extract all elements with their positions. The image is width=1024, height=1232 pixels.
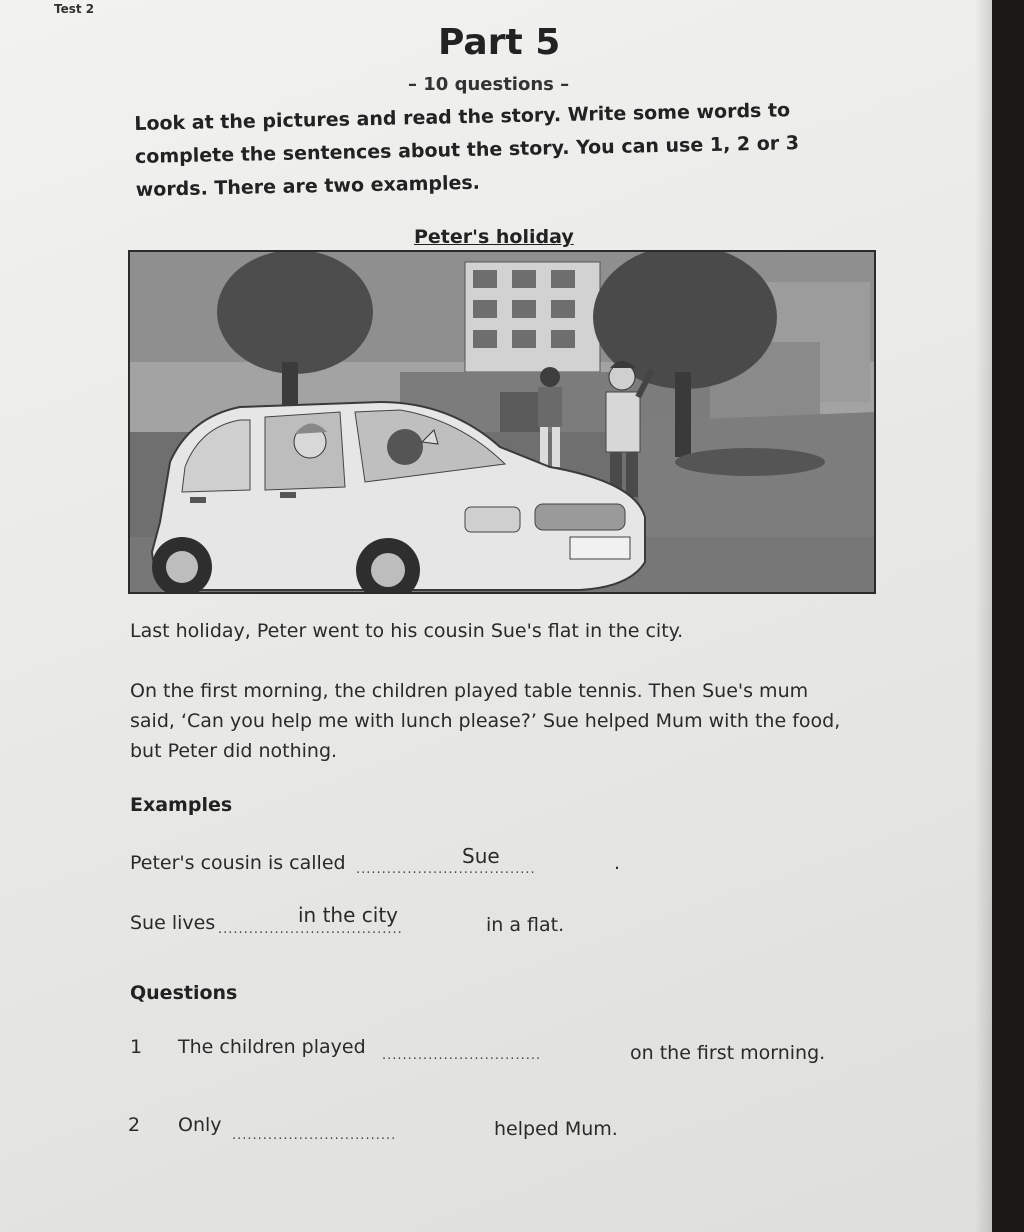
example-2-prefix: Sue lives — [130, 912, 216, 934]
question-1-answer-field[interactable]: ............................... — [382, 1048, 542, 1063]
example-1-suffix: . — [614, 852, 621, 874]
story-paragraph-2-line-3: but Peter did nothing. — [130, 740, 338, 762]
story-illustration — [128, 250, 876, 594]
question-2-answer-field[interactable]: ................................ — [232, 1128, 397, 1143]
instructions-text: Look at the pictures and read the story. Write some words to complete the sentences about the story. You can use 1, 2 or 3 words. There are two examples. — [134, 99, 800, 201]
example-2-suffix: in a flat. — [486, 914, 565, 936]
question-1-prefix: The children played — [178, 1036, 366, 1058]
story-paragraph-1: Last holiday, Peter went to his cousin Sue's flat in the city. — [130, 620, 684, 642]
question-1-number: 1 — [130, 1036, 143, 1058]
question-2-suffix: helped Mum. — [494, 1118, 618, 1140]
story-paragraph-2-line-1: On the first morning, the children played table tennis. Then Sue's mum — [130, 680, 809, 702]
page-edge-shadow — [975, 0, 992, 1232]
question-1-suffix: on the first morning. — [630, 1042, 826, 1064]
example-1-prefix: Peter's cousin is called — [130, 852, 346, 874]
question-2-prefix: Only — [178, 1114, 222, 1136]
part-subtitle: – 10 questions – — [408, 74, 570, 95]
story-title: Peter's holiday — [414, 226, 574, 248]
part-title: Part 5 — [438, 22, 561, 63]
story-paragraph-2-line-2: said, ‘Can you help me with lunch please?’ Sue helped Mum with the food, — [130, 710, 841, 732]
examples-heading: Examples — [130, 794, 233, 816]
car-and-children-illustration-icon — [130, 252, 874, 592]
example-2-answer-line: .................................... — [218, 922, 403, 937]
question-2-number: 2 — [128, 1114, 141, 1136]
example-1-answer-line: ................................... — [356, 862, 536, 877]
questions-heading: Questions — [130, 982, 238, 1004]
example-1-answer: Sue — [462, 844, 500, 868]
test-label: Test 2 — [54, 2, 95, 16]
example-2-answer: in the city — [298, 903, 398, 927]
